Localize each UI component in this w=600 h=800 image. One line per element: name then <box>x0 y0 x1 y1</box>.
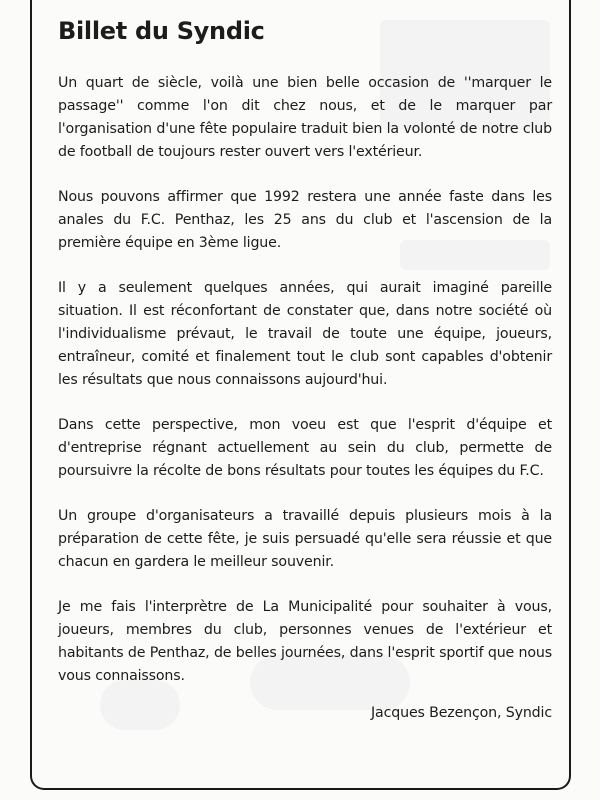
signature: Jacques Bezençon, Syndic <box>371 705 552 721</box>
article <box>58 14 552 725</box>
paragraph: Je me fais l'interprètre de La Municipalité pour souhaiter à vous, joueurs, membres du club, personnes venues de l'extérieur et habitants de Penthaz, de belles journées, dans l'esprit sportif que nous vous connaissons. <box>58 599 552 684</box>
page-title: Billet du Syndic <box>58 17 265 45</box>
paragraph: Nous pouvons affirmer que 1992 restera une année faste dans les anales du F.C. Penthaz, les 25 ans du club et l'ascension de la première équipe en 3ème ligue. <box>58 189 552 251</box>
paragraph: Dans cette perspective, mon voeu est que l'esprit d'équipe et d'entreprise régnant actuellement au sein du club, permette de poursuivre la récolte de bons résultats pour toutes les équipes du F.C. <box>58 417 552 479</box>
paragraph: Il y a seulement quelques années, qui aurait imaginé pareille situation. Il est réconfortant de constater que, dans notre société où l'individualisme prévaut, le travail de toute une équipe, joueurs, entraîneur, comité et finalement tout le club sont capables d'obtenir les résultats que nous connaissons aujourd'hui. <box>58 280 552 388</box>
paragraph: Un groupe d'organisateurs a travaillé depuis plusieurs mois à la préparation de cette fête, je suis persuadé qu'elle sera réussie et que chacun en gardera le meilleur souvenir. <box>58 508 552 570</box>
paragraph: Un quart de siècle, voilà une bien belle occasion de ''marquer le passage'' comme l'on dit chez nous, et de le marquer par l'organisation d'une fête populaire traduit bien la volonté de notre club de football de toujours rester ouvert vers l'extérieur. <box>58 75 552 160</box>
